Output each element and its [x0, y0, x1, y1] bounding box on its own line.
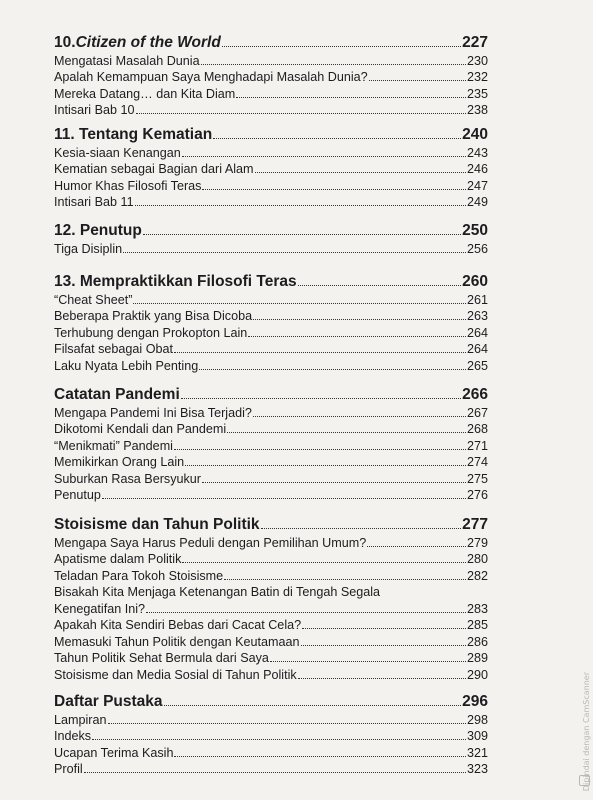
toc-entry	[54, 404, 488, 421]
toc-heading	[54, 220, 488, 239]
toc-page-number: 256	[466, 241, 488, 256]
toc-entry-title: Filsafat sebagai Obat	[54, 342, 174, 356]
toc-entry	[54, 744, 488, 761]
toc-page-number: 286	[466, 634, 488, 649]
toc-page-number: 227	[462, 34, 488, 51]
toc-entry-title: Intisari Bab 10	[54, 103, 135, 117]
dot-leader	[146, 612, 466, 613]
toc-heading	[54, 691, 488, 710]
toc-entry-title: Memikirkan Orang Lain	[54, 455, 185, 469]
toc-entry	[54, 666, 488, 683]
dot-leader	[301, 645, 466, 646]
toc-heading	[54, 32, 488, 51]
dot-leader	[253, 319, 466, 320]
toc-page-number: 247	[466, 178, 488, 193]
dot-leader	[182, 156, 466, 157]
toc-entry	[54, 487, 488, 504]
toc-page-number: 235	[466, 86, 488, 101]
toc-heading	[54, 124, 488, 143]
toc-page-number: 261	[466, 292, 488, 307]
toc-entry	[54, 650, 488, 667]
toc-page-number: 265	[466, 358, 488, 373]
toc-heading-number: 10.	[54, 34, 76, 51]
toc-entry-title: Ucapan Terima Kasih	[54, 745, 174, 760]
toc-page-number: 309	[466, 729, 488, 743]
toc-page-number: 264	[466, 325, 488, 340]
toc-entry	[54, 454, 488, 471]
toc-entry	[54, 470, 488, 487]
toc-section-11	[54, 124, 488, 210]
dot-leader	[255, 172, 466, 173]
toc-section-13	[54, 271, 488, 374]
dot-leader	[133, 303, 466, 304]
toc-entry-title: Apakah Kita Sendiri Bebas dari Cacat Cela?	[54, 618, 302, 632]
toc-page-number: 274	[466, 455, 488, 469]
dot-leader	[227, 432, 466, 433]
dot-leader	[164, 705, 462, 706]
dot-leader	[185, 465, 466, 466]
toc-entry	[54, 761, 488, 778]
dot-leader	[174, 449, 466, 450]
toc-entry	[54, 291, 488, 308]
toc-entry-title: Bisakah Kita Menjaga Ketenangan Batin di Tengah Segala	[54, 585, 381, 599]
dot-leader	[108, 723, 466, 724]
toc-entry-title: Kesia-siaan Kenangan	[54, 145, 181, 160]
toc-entry	[54, 144, 488, 161]
toc-entry-title: Penutup	[54, 488, 101, 502]
toc-heading-title: 13. Mempraktikkan Filosofi Teras	[54, 273, 297, 290]
toc-entry	[54, 600, 488, 617]
toc-entry-title: Apatisme dalam Politik	[54, 552, 182, 566]
dot-leader	[202, 482, 466, 483]
dot-leader	[302, 628, 466, 629]
dot-leader	[298, 678, 466, 679]
toc-entry-title: Indeks	[54, 729, 92, 743]
dot-leader	[135, 205, 466, 206]
toc-entry-title: Humor Khas Filosofi Teras	[54, 178, 202, 193]
toc-page-number: 271	[466, 438, 488, 453]
toc-section-politik	[54, 514, 488, 683]
toc-entry	[54, 567, 488, 584]
toc-entry-title: Teladan Para Tokoh Stoisisme	[54, 568, 224, 583]
dot-leader	[270, 661, 466, 662]
toc-page-number: 243	[466, 145, 488, 160]
toc-entry	[54, 633, 488, 650]
toc-entry-title: Stoisisme dan Media Sosial di Tahun Politik	[54, 667, 297, 682]
toc-page-number: 282	[466, 568, 488, 583]
dot-leader	[201, 64, 466, 65]
toc-section-daftar-pustaka	[54, 691, 488, 777]
dot-leader	[182, 562, 466, 563]
toc-entry-title: Memasuki Tahun Politik dengan Keutamaan	[54, 634, 300, 649]
toc-page-number: 283	[466, 601, 488, 616]
toc-page-number: 263	[466, 309, 488, 323]
toc-page-number: 277	[462, 516, 488, 533]
dot-leader	[253, 416, 466, 417]
toc-entry-title: Tiga Disiplin	[54, 241, 123, 256]
toc-entry	[54, 584, 488, 601]
toc-heading-title: Daftar Pustaka	[54, 693, 163, 710]
toc-page-number: 240	[462, 126, 488, 143]
toc-page-number: 285	[466, 618, 488, 632]
toc-entry	[54, 69, 488, 86]
toc-heading-title: Citizen of the World	[75, 34, 221, 51]
toc-page-number: 260	[462, 273, 488, 290]
toc-entry-title: Mereka Datang… dan Kita Diam	[54, 86, 236, 101]
toc-entry	[54, 161, 488, 178]
dot-leader	[181, 398, 461, 399]
toc-entry	[54, 437, 488, 454]
toc-entry-title: Dikotomi Kendali dan Pandemi	[54, 422, 227, 436]
toc-entry-title: Tahun Politik Sehat Bermula dari Saya	[54, 651, 269, 665]
toc-entry-title: Mengapa Pandemi Ini Bisa Terjadi?	[54, 405, 252, 420]
toc-entry	[54, 308, 488, 325]
dot-leader	[174, 756, 466, 757]
toc-page-number: 232	[466, 70, 488, 84]
toc-entry	[54, 240, 488, 257]
toc-entry-title: Kematian sebagai Bagian dari Alam	[54, 162, 254, 176]
toc-page-number: 238	[466, 103, 488, 117]
dot-leader	[92, 739, 466, 740]
toc-entry	[54, 728, 488, 745]
toc-entry-title: “Cheat Sheet”	[54, 292, 133, 307]
toc-page-number: 323	[466, 762, 488, 776]
dot-leader	[367, 546, 466, 547]
toc-heading	[54, 271, 488, 290]
scanner-watermark: Dipindai dengan CamScanner	[582, 672, 591, 792]
dot-leader	[102, 498, 466, 499]
dot-leader	[224, 579, 466, 580]
toc-entry-title: “Menikmati” Pandemi	[54, 438, 173, 453]
toc-page-number: 250	[462, 222, 488, 239]
toc-entry	[54, 324, 488, 341]
dot-leader	[199, 369, 466, 370]
dot-leader	[248, 336, 466, 337]
toc-entry-title: Mengatasi Masalah Dunia	[54, 53, 200, 68]
toc-section-10	[54, 32, 488, 118]
dot-leader	[143, 234, 461, 235]
dot-leader	[369, 80, 466, 81]
toc-page-number: 266	[462, 386, 488, 403]
toc-entry-title: Lampiran	[54, 712, 107, 727]
dot-leader	[202, 189, 466, 190]
toc-section-12	[54, 220, 488, 257]
dot-leader	[298, 285, 461, 286]
toc-entry	[54, 177, 488, 194]
toc-entry-title: Laku Nyata Lebih Penting	[54, 358, 199, 373]
toc-entry-title: Apalah Kemampuan Saya Menghadapi Masalah Dunia?	[54, 70, 368, 84]
toc-entry	[54, 85, 488, 102]
dot-leader	[261, 528, 462, 529]
toc-page-number: 296	[462, 693, 488, 710]
toc-entry	[54, 551, 488, 568]
toc-entry	[54, 534, 488, 551]
toc-entry	[54, 194, 488, 211]
toc-entry-title: Intisari Bab 11	[54, 195, 134, 209]
toc-heading-title: 12. Penutup	[54, 222, 142, 239]
scanner-logo-icon	[579, 775, 590, 786]
toc-page-number: 298	[466, 712, 488, 727]
toc-page-number: 275	[466, 471, 488, 486]
dot-leader	[123, 252, 466, 253]
toc-entry	[54, 617, 488, 634]
toc-heading-title: Catatan Pandemi	[54, 386, 180, 403]
toc-entry	[54, 711, 488, 728]
toc-entry-title: Mengapa Saya Harus Peduli dengan Pemilihan Umum?	[54, 535, 367, 550]
toc-entry	[54, 357, 488, 374]
toc-heading	[54, 514, 488, 533]
toc-entry-title: Terhubung dengan Prokopton Lain	[54, 325, 248, 340]
toc-entry-title: Suburkan Rasa Bersyukur	[54, 471, 201, 486]
dot-leader	[236, 97, 466, 98]
toc-entry-title: Beberapa Praktik yang Bisa Dicoba	[54, 309, 253, 323]
toc-page-number: 276	[466, 488, 488, 502]
toc-heading	[54, 384, 488, 403]
toc-page-number: 249	[466, 195, 488, 209]
toc-page-number: 290	[466, 667, 488, 682]
toc-entry	[54, 102, 488, 119]
toc-page-number: 264	[466, 342, 488, 356]
dot-leader	[222, 46, 461, 47]
dot-leader	[213, 138, 461, 139]
toc-section-pandemi	[54, 384, 488, 503]
toc-page-number: 267	[466, 405, 488, 420]
toc-page-number: 289	[466, 651, 488, 665]
dot-leader	[84, 772, 466, 773]
toc-page-number: 321	[466, 745, 488, 760]
toc-heading-title: Stoisisme dan Tahun Politik	[54, 516, 260, 533]
toc-entry-title: Kenegatifan Ini?	[54, 601, 146, 616]
dot-leader	[174, 352, 466, 353]
toc-heading-title: 11. Tentang Kematian	[54, 126, 213, 143]
toc-entry	[54, 52, 488, 69]
toc-entry	[54, 341, 488, 358]
toc-page-number: 280	[466, 552, 488, 566]
toc-page-number: 279	[466, 535, 488, 550]
toc-page-number: 268	[466, 422, 488, 436]
toc-page-number: 246	[466, 162, 488, 176]
toc-entry	[54, 421, 488, 438]
dot-leader	[136, 113, 466, 114]
toc-page-number: 230	[466, 53, 488, 68]
toc-entry-title: Profil	[54, 762, 83, 776]
